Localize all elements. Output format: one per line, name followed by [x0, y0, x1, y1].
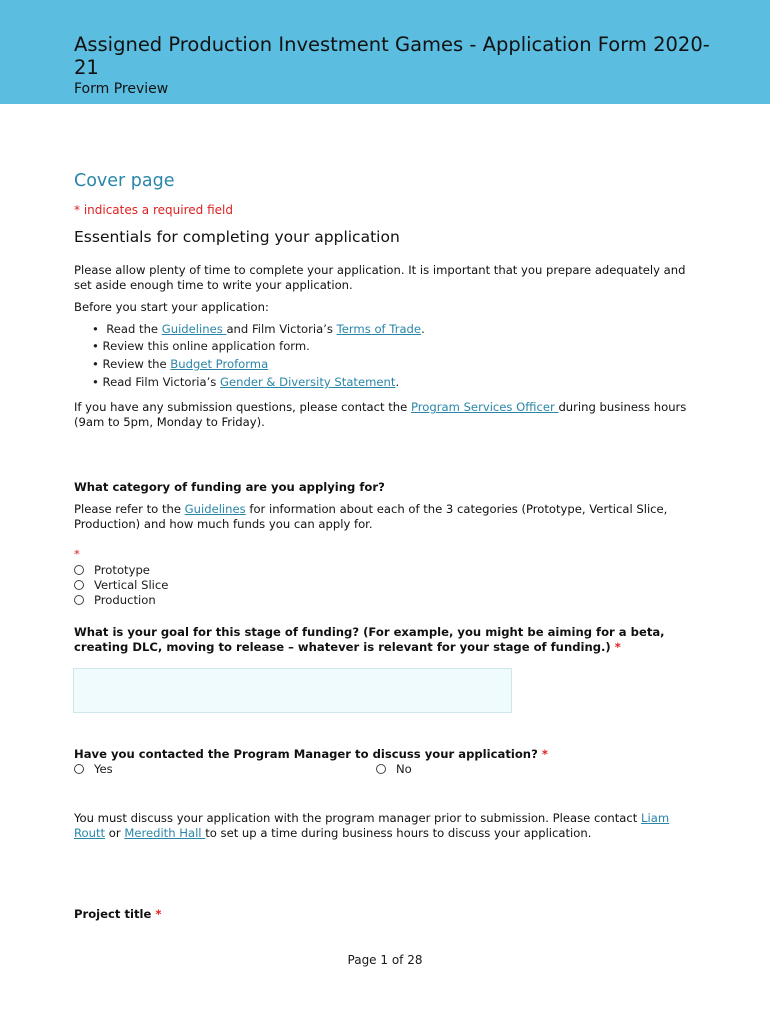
radio-button[interactable]: [376, 764, 386, 774]
required-note: * indicates a required field: [74, 203, 233, 217]
page-number: Page 1 of 28: [347, 953, 423, 967]
radio-label: Prototype: [94, 563, 150, 577]
radio-button[interactable]: [74, 580, 84, 590]
question-text: Project title: [74, 907, 152, 921]
list-item-text: and Film Victoria’s: [226, 322, 337, 336]
radio-button[interactable]: [74, 764, 84, 774]
meredith-hall-link[interactable]: Meredith Hall: [124, 826, 206, 840]
list-item-text: .: [395, 375, 400, 389]
list-item: • Review this online application form.: [92, 339, 310, 353]
contact-text: If you have any submission questions, please contact the: [74, 400, 411, 414]
radio-option-prototype[interactable]: [74, 563, 150, 578]
list-item-text: Review the: [102, 357, 171, 371]
contact-text: during business hours (9am to 5pm, Monday to Friday).: [74, 400, 687, 429]
goal-question-label: [74, 625, 694, 655]
radio-label: Production: [94, 593, 156, 607]
section-title: Cover page: [74, 171, 175, 191]
list-item: • Review the Budget Proforma: [92, 357, 269, 371]
liam-routt-link[interactable]: Liam Routt: [74, 811, 670, 840]
note-text: or: [105, 826, 125, 840]
program-services-officer-link[interactable]: Program Services Officer: [410, 400, 559, 414]
contact-paragraph: [74, 400, 694, 430]
note-text: You must discuss your application with the program manager prior to submission. Please contact: [74, 811, 642, 825]
question-text: Have you contacted the Program Manager to discuss your application?: [74, 747, 538, 761]
form-header: [0, 0, 770, 104]
guidelines-link[interactable]: Guidelines: [184, 502, 246, 516]
radio-option-vertical-slice[interactable]: [74, 578, 168, 593]
radio-option-no[interactable]: [376, 762, 412, 777]
budget-proforma-link[interactable]: Budget Proforma: [170, 357, 269, 371]
question-text: What is your goal for this stage of funding? (For example, you might be aiming for a beta, creating DLC, moving to release – whatever is relevant for your stage of funding.): [74, 625, 665, 654]
required-marker: *: [614, 640, 621, 654]
form-title: Assigned Production Investment Games - Application Form 2020-21: [74, 33, 710, 79]
before-start-text: Before you start your application:: [74, 300, 269, 314]
intro-paragraph: Please allow plenty of time to complete your application. It is important that you prepare adequately and set aside enough time to write your application.: [74, 263, 686, 292]
radio-button[interactable]: [74, 595, 84, 605]
radio-label: Vertical Slice: [94, 578, 169, 592]
required-marker: *: [541, 747, 548, 761]
list-item-text: Read the: [106, 322, 162, 336]
list-item-text: Read Film Victoria’s: [102, 375, 221, 389]
contacted-question-label: [74, 747, 694, 762]
radio-option-yes[interactable]: [74, 762, 113, 777]
radio-label: Yes: [94, 762, 113, 776]
goal-textarea[interactable]: [73, 668, 512, 713]
gender-diversity-link[interactable]: Gender & Diversity Statement: [220, 375, 396, 389]
radio-button[interactable]: [74, 565, 84, 575]
help-text: for information about each of the 3 categories (Prototype, Vertical Slice, Production) and how much funds you can apply for.: [74, 502, 668, 531]
terms-of-trade-link[interactable]: Terms of Trade: [336, 322, 422, 336]
list-item-text: .: [421, 322, 425, 336]
note-text: to set up a time during business hours to discuss your application.: [205, 826, 592, 840]
help-text: Please refer to the: [74, 502, 185, 516]
radio-option-production[interactable]: [74, 593, 156, 608]
required-marker: *: [155, 907, 162, 921]
form-subtitle: Form Preview: [74, 81, 169, 97]
project-title-label: [74, 907, 694, 922]
category-question-label: What category of funding are you applying for?: [74, 480, 385, 494]
contact-note-paragraph: [74, 811, 694, 841]
list-item: • Read the Guidelines and Film Victoria’s Terms of Trade.: [92, 322, 425, 336]
guidelines-link[interactable]: Guidelines: [161, 322, 227, 336]
list-item: • Read Film Victoria’s Gender & Diversity Statement.: [92, 375, 400, 389]
essentials-heading: Essentials for completing your application: [74, 228, 400, 246]
list-item-text: Review this online application form.: [102, 339, 310, 353]
radio-label: No: [396, 762, 412, 776]
category-help-text: [74, 502, 694, 532]
required-marker: *: [74, 547, 80, 561]
